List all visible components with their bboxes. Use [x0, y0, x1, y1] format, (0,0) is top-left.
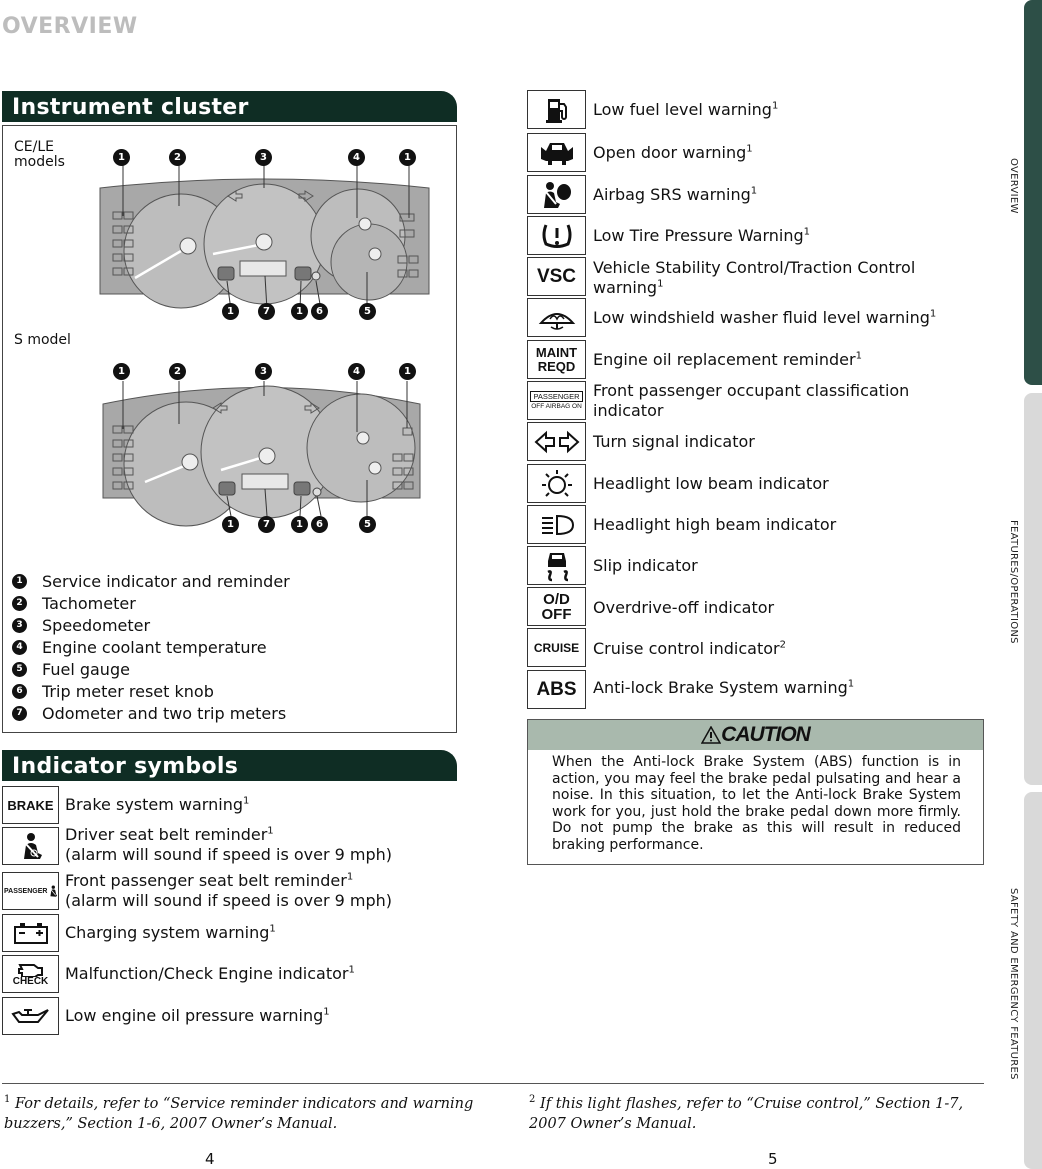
legend-item	[12, 594, 290, 616]
label-text: Brake system warning	[65, 795, 243, 814]
low-beam-label: Headlight low beam indicator	[593, 474, 829, 493]
tab-safety-emergency[interactable]	[1024, 792, 1042, 1169]
s-model-label: S model	[14, 332, 71, 348]
maint-reqd-icon	[527, 340, 586, 379]
page-number-right: 5	[768, 1150, 778, 1168]
callout-s-bottom-5: 5	[359, 516, 376, 533]
cruise-icon-text: CRUISE	[533, 640, 580, 655]
overdrive-off-label: Overdrive-off indicator	[593, 598, 775, 617]
low-beam-icon	[527, 464, 586, 503]
callout-s-bottom-4: 6	[311, 516, 328, 533]
label-text: Charging system warning	[65, 923, 270, 942]
legend-label: Service indicator and reminder	[42, 572, 290, 591]
legend-label: Trip meter reset knob	[42, 682, 214, 701]
callout-ce-top-2: 2	[169, 149, 186, 166]
footnote-ref: 1	[242, 795, 250, 807]
slip-icon	[527, 546, 586, 585]
legend-num: 1	[12, 574, 27, 589]
legend-num: 4	[12, 640, 27, 655]
footnote-ref: 1	[750, 185, 758, 197]
callout-ce-top-1: 1	[113, 149, 130, 166]
od-off-icon	[527, 587, 586, 626]
legend-item	[12, 660, 290, 682]
brake-icon-text: BRAKE	[7, 797, 54, 813]
callout-s-bottom-3: 1	[291, 516, 308, 533]
check-engine-icon	[2, 955, 59, 993]
reqd-icon-text: REQD	[537, 358, 576, 374]
footnote-2	[529, 1090, 989, 1134]
label-text: Low Tire Pressure Warning	[593, 226, 804, 245]
indicator-symbols-header: Indicator symbols	[2, 750, 457, 781]
page-number-left: 4	[205, 1150, 215, 1168]
label-text: Malfunction/Check Engine indicator	[65, 964, 349, 983]
footnote-ref: 1	[323, 1006, 330, 1018]
side-tabs	[1024, 0, 1042, 1169]
low-fuel-label	[593, 100, 778, 120]
legend-item	[12, 616, 290, 638]
passenger-seatbelt-label	[65, 871, 392, 911]
legend-num: 2	[12, 596, 27, 611]
passenger-icon-text: PASSENGER	[4, 887, 48, 895]
legend-item	[12, 682, 290, 704]
open-door-icon	[527, 133, 586, 172]
cluster-legend	[12, 572, 290, 726]
label-text: Low fuel level warning	[593, 100, 772, 119]
instrument-cluster-header: Instrument cluster	[2, 91, 457, 122]
label-text: Driver seat belt reminder	[65, 825, 268, 844]
ce-le-label-line1: CE/LE	[14, 139, 54, 155]
caution-text: When the Anti-lock Brake System (ABS) function is in action, you may feel the brake pedal pulsating and hear a noise. In this situation, to let the Anti-lock Brake System work for you, just hold the brake pedal down more firmly. Do not pump the brake as this will result in reduced braking performance.	[552, 754, 961, 853]
oil-replacement-label	[593, 350, 862, 370]
side-label-overview: OVERVIEW	[1008, 158, 1019, 214]
cruise-control-label	[593, 639, 786, 659]
footnote-ref: 1	[348, 964, 355, 976]
maint-icon-text: MAINT	[535, 344, 578, 360]
fuel-pump-icon	[527, 90, 586, 129]
abs-warning-label	[593, 678, 854, 698]
caution-box	[527, 719, 984, 865]
s-cluster-diagram	[103, 381, 420, 526]
charging-warning-label	[65, 923, 276, 943]
passenger-airbag-icon	[527, 381, 586, 420]
oil-can-icon	[2, 997, 59, 1035]
abs-icon-text: ABS	[536, 678, 577, 700]
footnote-ref: 1	[771, 100, 779, 112]
callout-s-top-1: 1	[113, 363, 130, 380]
callout-ce-top-5: 1	[399, 149, 416, 166]
callout-s-top-4: 4	[348, 363, 365, 380]
driver-seatbelt-label	[65, 825, 392, 865]
callout-ce-bottom-1: 1	[222, 303, 239, 320]
tire-pressure-icon	[527, 216, 586, 255]
airbag-label	[593, 185, 757, 205]
turn-signal-label: Turn signal indicator	[593, 432, 755, 451]
callout-ce-top-3: 3	[255, 149, 272, 166]
label-text: Low engine oil pressure warning	[65, 1006, 324, 1025]
legend-label: Fuel gauge	[42, 660, 130, 679]
legend-num: 6	[12, 684, 27, 699]
callout-s-top-2: 2	[169, 363, 186, 380]
slip-label: Slip indicator	[593, 556, 698, 575]
callout-ce-bottom-5: 5	[359, 303, 376, 320]
check-icon-text: CHECK	[12, 976, 49, 987]
airbag-icon	[527, 175, 586, 214]
label-text: Front passenger occupant classification	[593, 381, 910, 400]
off-icon-text: OFF	[541, 605, 572, 623]
label-text-line2: (alarm will sound if speed is over 9 mph)	[65, 845, 393, 864]
footnote-1-text: For details, refer to “Service reminder indicators and warning buzzers,” Section 1-6, 2007 Owner’s Manual.	[4, 1095, 474, 1132]
legend-item	[12, 572, 290, 594]
open-door-label	[593, 143, 753, 163]
legend-item	[12, 704, 290, 726]
footnote-ref: 2	[779, 639, 786, 651]
vsc-label	[593, 258, 915, 298]
footnote-ref: 1	[657, 278, 664, 290]
legend-num: 3	[12, 618, 27, 633]
seatbelt-icon	[2, 827, 59, 865]
off-airbag-on-icon-text: OFF AIRBAG ON	[531, 402, 582, 410]
tab-features-operations[interactable]	[1024, 393, 1042, 785]
washer-fluid-label	[593, 308, 936, 328]
label-text: Airbag SRS warning	[593, 185, 751, 204]
side-label-features-operations: FEATURES/OPERATIONS	[1008, 520, 1019, 644]
vsc-icon-text: VSC	[536, 265, 577, 287]
footnote-ref: 1	[929, 308, 937, 320]
footnote-ref: 1	[346, 871, 354, 883]
label-text: Anti-lock Brake System warning	[593, 678, 848, 697]
label-text: Engine oil replacement reminder	[593, 350, 856, 369]
cruise-icon	[527, 628, 586, 667]
legend-label: Tachometer	[42, 594, 136, 613]
brake-icon	[2, 786, 59, 824]
callout-ce-bottom-2: 7	[258, 303, 275, 320]
label-text: Open door warning	[593, 143, 747, 162]
legend-label: Speedometer	[42, 616, 151, 635]
legend-label: Odometer and two trip meters	[42, 704, 287, 723]
callout-s-bottom-2: 7	[258, 516, 275, 533]
passenger-seatbelt-icon	[2, 872, 59, 910]
footnote-ref: 1	[269, 923, 276, 935]
footnote-ref: 1	[803, 226, 811, 238]
label-text: Vehicle Stability Control/Traction Control	[593, 258, 916, 277]
caution-header	[528, 720, 983, 750]
label-text: Low windshield washer fluid level warning	[593, 308, 930, 327]
brake-warning-label	[65, 795, 249, 815]
callout-s-bottom-1: 1	[222, 516, 239, 533]
footnote-1-number: 1	[4, 1094, 11, 1105]
oil-pressure-label	[65, 1006, 330, 1026]
ce-le-cluster-diagram	[100, 165, 429, 310]
callout-ce-top-4: 4	[348, 149, 365, 166]
callout-s-top-3: 3	[255, 363, 272, 380]
washer-fluid-icon	[527, 298, 586, 337]
legend-num: 5	[12, 662, 27, 677]
label-text-line2: warning	[593, 278, 658, 297]
turn-signal-icon	[527, 422, 586, 461]
od-icon-text: O/D	[543, 590, 570, 608]
abs-icon	[527, 670, 586, 709]
footnote-ref: 1	[746, 143, 753, 155]
footnote-ref: 1	[855, 350, 862, 362]
callout-ce-bottom-3: 1	[291, 303, 308, 320]
ce-le-label-line2: models	[14, 154, 65, 170]
passenger-airbag-icon-text: PASSENGER	[530, 391, 582, 402]
caution-label: CAUTION	[721, 723, 810, 746]
vsc-icon	[527, 257, 586, 296]
occupant-classification-label	[593, 381, 909, 421]
page-header-title: OVERVIEW	[2, 14, 138, 39]
label-text: Front passenger seat belt reminder	[65, 871, 347, 890]
legend-label: Engine coolant temperature	[42, 638, 267, 657]
footnote-1	[4, 1090, 474, 1134]
footnote-ref: 1	[267, 825, 274, 837]
label-text: Cruise control indicator	[593, 639, 780, 658]
footnote-divider	[2, 1083, 984, 1084]
side-label-safety-emergency: SAFETY AND EMERGENCY FEATURES	[1008, 888, 1019, 1080]
high-beam-icon	[527, 505, 586, 544]
callout-s-top-5: 1	[399, 363, 416, 380]
legend-num: 7	[12, 706, 27, 721]
label-text-line2: (alarm will sound if speed is over 9 mph)	[65, 891, 393, 910]
footnote-ref: 1	[847, 678, 855, 690]
warning-triangle-icon	[701, 726, 721, 744]
battery-icon	[2, 914, 59, 952]
label-text-line2: indicator	[593, 401, 664, 420]
legend-item	[12, 638, 290, 660]
footnote-2-number: 2	[529, 1094, 536, 1105]
tire-pressure-label	[593, 226, 810, 246]
high-beam-label: Headlight high beam indicator	[593, 515, 837, 534]
callout-ce-bottom-4: 6	[311, 303, 328, 320]
check-engine-label	[65, 964, 355, 984]
tab-overview[interactable]	[1024, 0, 1042, 385]
footnote-2-text: If this light flashes, refer to “Cruise control,” Section 1-7, 2007 Owner’s Manual.	[529, 1095, 964, 1132]
